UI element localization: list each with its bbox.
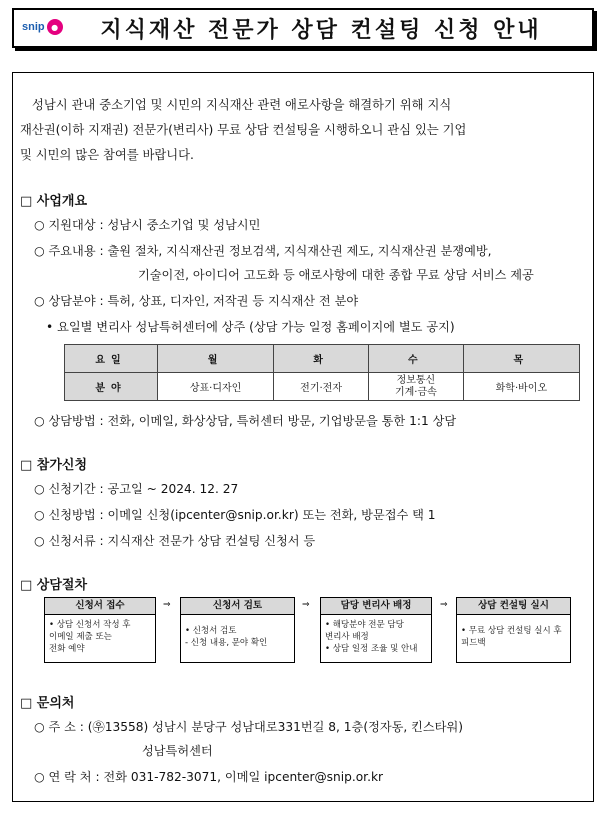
day-mon: 월 (158, 345, 274, 373)
field-mon: 상표·디자인 (158, 373, 274, 401)
field-thu: 화학·바이오 (463, 373, 579, 401)
section-process-title: □ 상담절차 (20, 578, 88, 593)
day-thu: 목 (463, 345, 579, 373)
period-line: ○ 신청기간 : 공고일 ~ 2024. 12. 27 (34, 482, 239, 496)
section-apply-title: □ 참가신청 (20, 458, 88, 473)
section-contact-title: □ 문의처 (20, 696, 75, 711)
content-line-2: 기술이전, 아이디어 고도화 등 애로사항에 대한 종합 무료 상담 서비스 제공 (138, 268, 534, 282)
day-wed: 수 (368, 345, 463, 373)
step-4-body: • 무료 상담 컨설팅 실시 후 피드백 (456, 615, 571, 663)
address-line-2: 성남특허센터 (142, 744, 213, 758)
how-line: ○ 신청방법 : 이메일 신청(ipcenter@snip.or.kr) 또는 전화, 방문접수 택 1 (34, 508, 436, 522)
content-line-1: ○ 주요내용 : 출원 절차, 지식재산권 정보검색, 지식재산권 제도, 지식재산권 분쟁예방, (34, 244, 492, 258)
step-2 (180, 597, 295, 665)
step-3-body: • 해당분야 전문 담당 변리사 배정 • 상담 일정 조율 및 안내 (320, 615, 432, 663)
notice-body-box (12, 72, 594, 802)
title-box (12, 8, 594, 48)
step-2-body: • 신청서 검토 - 신청 내용, 문야 확인 (180, 615, 295, 663)
day-header: 요일 (65, 345, 158, 373)
section-overview-title: □ 사업개요 (20, 194, 88, 209)
intro-line-1: 성남시 관내 중소기업 및 시민의 지식재산 관련 애로사항을 해결하기 위해 지식 (32, 98, 452, 112)
docs-line: ○ 신청서류 : 지식재산 전문가 상담 컨설팅 신청서 등 (34, 534, 316, 548)
field-line: ○ 상담분야 : 특허, 상표, 디자인, 저작권 등 지식재산 전 분야 (34, 294, 359, 308)
step-1 (44, 597, 156, 665)
step-1-head: 신청서 접수 (44, 597, 156, 615)
page-title: 지식재산 전문가 상담 컨설팅 신청 안내 (100, 17, 542, 43)
intro-line-2: 재산권(이하 지재권) 전문가(변리사) 무료 상담 컨설팅을 시행하오니 관심 있는 기업 (20, 123, 467, 137)
method-line: ○ 상담방법 : 전화, 이메일, 화상상담, 특허센터 방문, 기업방문을 통한 1:1 상담 (34, 414, 457, 428)
schedule-table (64, 344, 580, 401)
logo-mark-icon: ● (47, 19, 63, 35)
step-4 (456, 597, 571, 665)
arrow-1: ⇒ (163, 600, 171, 610)
arrow-2: ⇒ (302, 600, 310, 610)
step-3-head: 담당 변리사 배정 (320, 597, 432, 615)
field-wed: 정보통신 기계·금속 (368, 373, 463, 401)
intro-line-3: 및 시민의 많은 참여를 바랍니다. (20, 148, 194, 162)
arrow-3: ⇒ (440, 600, 448, 610)
step-2-head: 신청서 검토 (180, 597, 295, 615)
schedule-field-row (65, 373, 580, 401)
logo-text: snip (22, 21, 45, 33)
field-tue: 전기·전자 (274, 373, 369, 401)
field-header: 분야 (65, 373, 158, 401)
snip-logo (22, 19, 63, 35)
address-line-1: ○ 주 소 : (㉾13558) 성남시 분당구 성남대로331번길 8, 1층(정자동, 킨스타워) (34, 720, 463, 734)
contact-line: ○ 연 락 처 : 전화 031-782-3071, 이메일 ipcenter@snip.or.kr (34, 770, 384, 784)
schedule-note: • 요일별 변리사 성남특허센터에 상주 (상담 가능 일정 홈페이지에 별도 공지) (46, 320, 455, 334)
step-1-body: • 상담 신청서 작성 후 이메일 제출 또는 전화 예약 (44, 615, 156, 663)
target-line: ○ 지원대상 : 성남시 중소기업 및 성남시민 (34, 218, 261, 232)
step-4-head: 상담 컨설팅 실시 (456, 597, 571, 615)
day-tue: 화 (274, 345, 369, 373)
step-3 (320, 597, 432, 665)
schedule-day-row (65, 345, 580, 373)
